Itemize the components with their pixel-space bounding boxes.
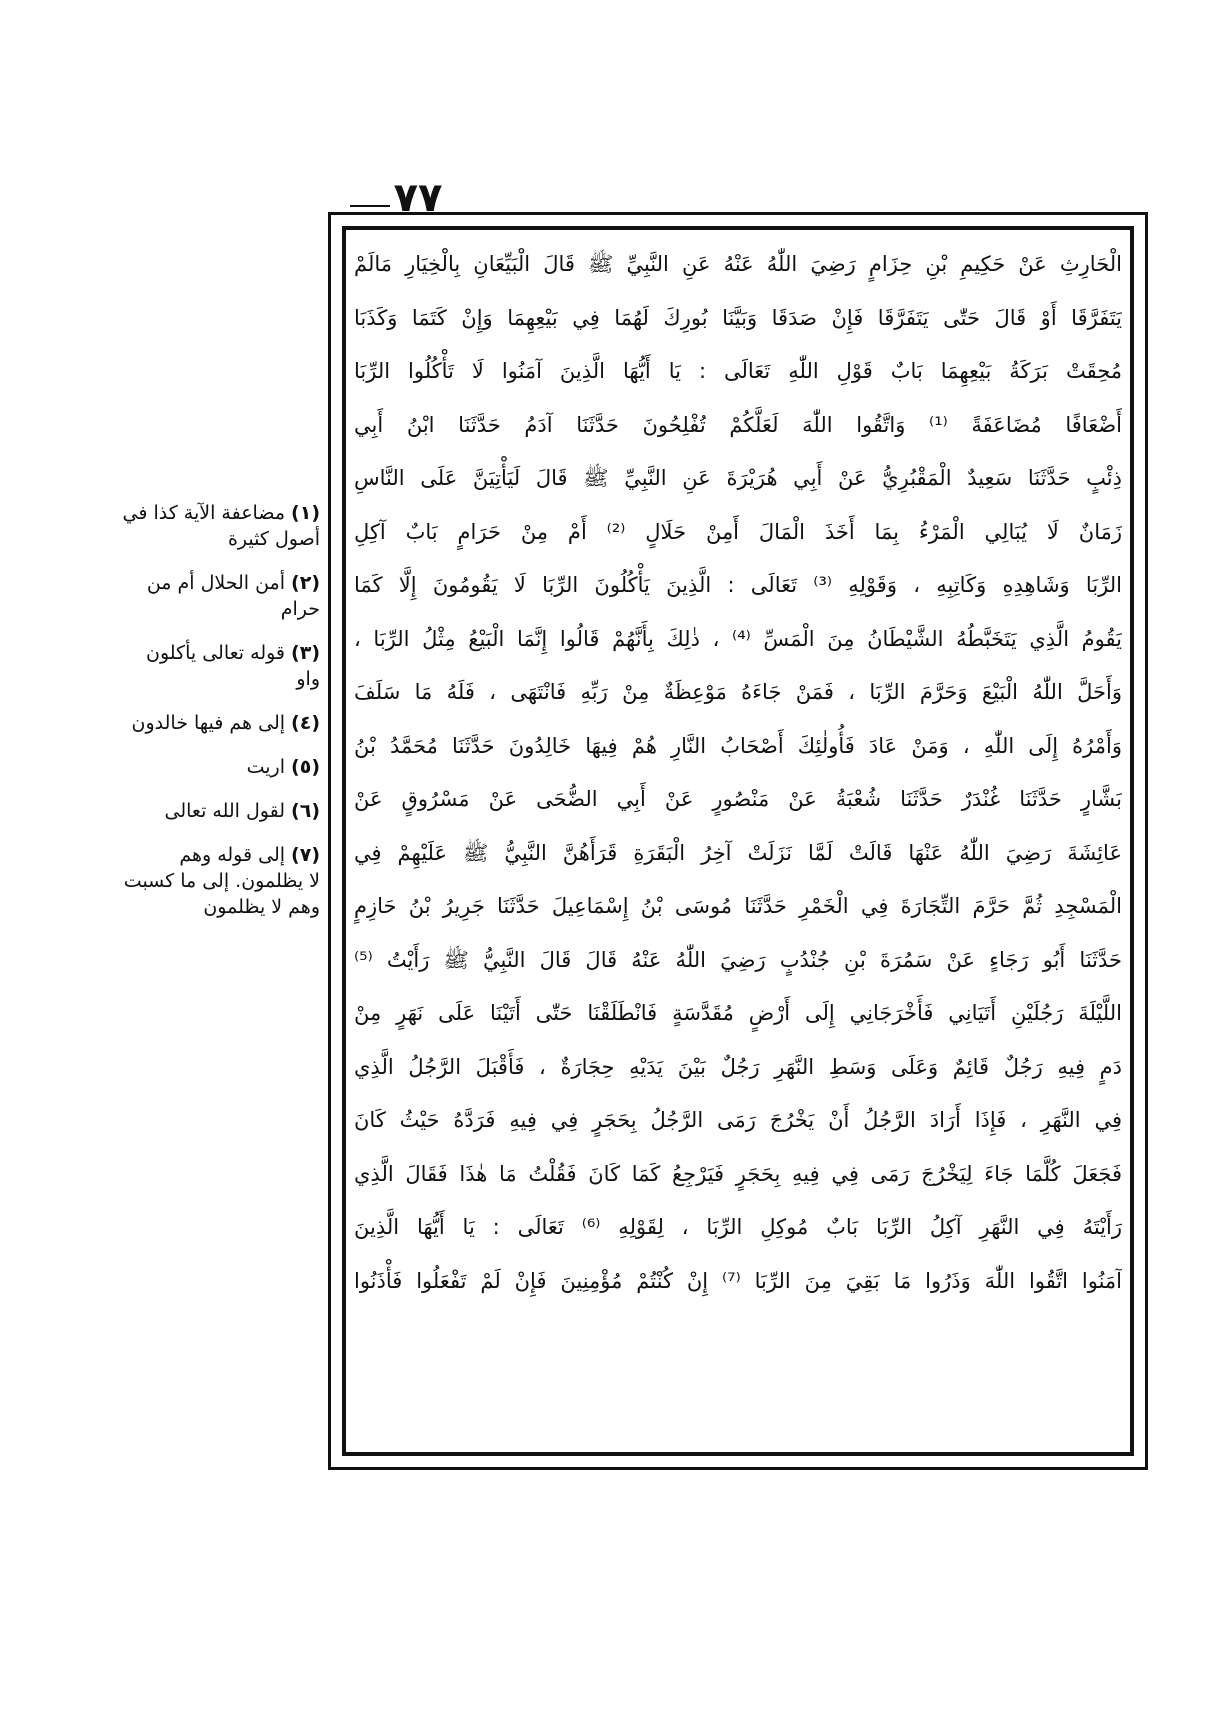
- text-line-15: اللَّيْلَةَ رَجُلَيْنِ أَتَيَانِي فَأَخْرَجَانِي إِلَى أَرْضٍ مُقَدَّسَةٍ فَانْطَلَقْنَا حَتّٰى أَتَيْنَا عَلَى نَهَرٍ مِنْ: [354, 1001, 1122, 1025]
- note-continuation: أصول كثيرة: [227, 528, 320, 550]
- text-line-16: دَمٍ فِيهِ رَجُلٌ قَائِمٌ وَعَلَى وَسَطِ النَّهَرِ رَجُلٌ بَيْنَ يَدَيْهِ حِجَارَةٌ ، فَأَقْبَلَ الرَّجُلُ الَّذِي: [354, 1054, 1122, 1079]
- text-line-17: فِي النَّهَرِ ، فَإِذَا أَرَادَ الرَّجُلُ أَنْ يَخْرُجَ رَمَى الرَّجُلُ بِحَجَرٍ فِي فِيهِ فَرَدَّهُ حَيْثُ كَانَ: [354, 1108, 1122, 1132]
- text-line-5: ذِئْبٍ حَدَّثَنَا سَعِيدٌ الْمَقْبُرِيُّ عَنْ أَبِي هُرَيْرَةَ عَنِ النَّبِيِّ ﷺ قَالَ لَيَأْتِيَنَّ عَلَى النَّاسِ: [354, 466, 1122, 490]
- note-number: (٦): [291, 800, 320, 822]
- note-number: (٣): [291, 642, 320, 664]
- text-line-20: آمَنُوا اتَّقُوا اللّٰهَ وَذَرُوا مَا بَقِيَ مِنَ الرِّبَا ⁽⁷⁾ إِنْ كُنْتُمْ مُؤْمِنِينَ فَإِنْ لَمْ تَفْعَلُوا فَأْذَنُوا: [354, 1268, 1122, 1293]
- main-text-block: [354, 238, 1122, 1308]
- note-continuation: لا يظلمون. إلى ما كسبت: [123, 870, 320, 892]
- page-number: ٧٧: [393, 175, 443, 221]
- text-line-11: بَشَّارٍ حَدَّثَنَا غُنْدَرٌ حَدَّثَنَا شُعْبَةُ عَنْ مَنْصُورٍ عَنْ أَبِي الضُّحَى عَنْ مَسْرُوقٍ عَنْ: [354, 787, 1122, 811]
- text-line-9: وَأَحَلَّ اللّٰهُ الْبَيْعَ وَحَرَّمَ الرِّبَا ، فَمَنْ جَاءَهُ مَوْعِظَةٌ مِنْ رَبِّهِ فَانْتَهَى ، فَلَهُ مَا سَلَفَ: [354, 680, 1122, 704]
- margin-note-5: [150, 754, 320, 780]
- text-line-19: رَأَيْتَهُ فِي النَّهَرِ آكِلُ الرِّبَا بَابٌ مُوكِلِ الرِّبَا ، لِقَوْلِهِ ⁽⁶⁾ تَعَالَى : يَا أَيُّهَا الَّذِينَ: [354, 1215, 1122, 1239]
- note-text: أمن الحلال أم من: [146, 572, 286, 594]
- note-number: (١): [291, 502, 320, 524]
- text-line-3: مُحِقَتْ بَرَكَةُ بَيْعِهِمَا بَابٌ قَوْلِ اللّٰهِ تَعَالَى : يَا أَيُّهَا الَّذِينَ آمَنُوا لَا تَأْكُلُوا الرِّبَا: [354, 359, 1122, 383]
- text-line-10: وَأَمْرُهُ إِلَى اللّٰهِ ، وَمَنْ عَادَ فَأُولٰئِكَ أَصْحَابُ النَّارِ هُمْ فِيهَا خَالِدُونَ حَدَّثَنَا مُحَمَّدُ بْنُ: [354, 733, 1122, 758]
- note-continuation: واو: [296, 668, 320, 690]
- note-number: (٥): [291, 756, 320, 778]
- text-line-2: يَتَفَرَّقَا أَوْ قَالَ حَتّٰى يَتَفَرَّقَا فَإِنْ صَدَقَا وَبَيَّنَا بُورِكَ لَهُمَا فِي بَيْعِهِمَا وَإِنْ كَتَمَا وَكَذَبَا: [354, 305, 1122, 330]
- text-line-6: زَمَانٌ لَا يُبَالِي الْمَرْءُ بِمَا أَخَذَ الْمَالَ أَمِنْ حَلَالٍ ⁽²⁾ أَمْ مِنْ حَرَامٍ بَابٌ آكِلِ: [354, 519, 1122, 544]
- margin-note-3: [146, 640, 320, 692]
- margin-note-6: [150, 798, 320, 824]
- margin-note-1: [122, 500, 320, 552]
- margin-note-4: [131, 710, 320, 736]
- margin-notes: [122, 500, 320, 938]
- note-number: (٢): [291, 572, 320, 594]
- margin-note-2: [146, 570, 320, 622]
- text-line-14: حَدَّثَنَا أَبُو رَجَاءٍ عَنْ سَمُرَةَ بْنِ جُنْدُبٍ رَضِيَ اللّٰهُ عَنْهُ قَالَ قَالَ النَّبِيُّ ﷺ رَأَيْتُ ⁽⁵⁾: [354, 947, 1122, 972]
- text-line-8: يَقُومُ الَّذِي يَتَخَبَّطُهُ الشَّيْطَانُ مِنَ الْمَسِّ ⁽⁴⁾ ، ذٰلِكَ بِأَنَّهُمْ قَالُوا إِنَّمَا الْبَيْعُ مِثْلُ الرِّبَا ،: [354, 626, 1122, 651]
- note-text: اريت: [246, 756, 286, 778]
- text-line-1: الْحَارِثِ عَنْ حَكِيمِ بْنِ حِزَامٍ رَضِيَ اللّٰهُ عَنْهُ عَنِ النَّبِيِّ ﷺ قَالَ الْبَيِّعَانِ بِالْخِيَارِ مَالَمْ: [354, 252, 1122, 276]
- top-rule: [350, 205, 390, 207]
- text-line-13: الْمَسْجِدِ ثُمَّ حَرَّمَ التِّجَارَةَ فِي الْخَمْرِ حَدَّثَنَا مُوسَى بْنُ إِسْمَاعِيلَ حَدَّثَنَا جَرِيرُ بْنُ حَازِمٍ: [354, 894, 1122, 918]
- note-text: إلى قوله وهم: [179, 844, 286, 866]
- note-text: إلى هم فيها خالدون: [131, 712, 286, 734]
- text-line-12: عَائِشَةَ رَضِيَ اللّٰهُ عَنْهَا قَالَتْ لَمَّا نَزَلَتْ آخِرُ الْبَقَرَةِ قَرَأَهُنَّ النَّبِيُّ ﷺ عَلَيْهِمْ فِي: [354, 840, 1122, 865]
- note-continuation: حرام: [280, 598, 320, 620]
- text-line-7: الرِّبَا وَشَاهِدِهِ وَكَاتِبِهِ ، وَقَوْلِهِ ⁽³⁾ تَعَالَى : الَّذِينَ يَأْكُلُونَ الرِّبَا لَا يَقُومُونَ إِلَّا كَمَا: [354, 573, 1122, 597]
- margin-note-7: [123, 842, 320, 920]
- text-line-4: أَضْعَافًا مُضَاعَفَةً ⁽¹⁾ وَاتَّقُوا اللّٰهَ لَعَلَّكُمْ تُفْلِحُونَ حَدَّثَنَا آدَمُ حَدَّثَنَا ابْنُ أَبِي: [354, 412, 1122, 437]
- note-text: لقول الله تعالى: [164, 800, 286, 822]
- note-number: (٤): [291, 712, 320, 734]
- text-line-18: فَجَعَلَ كُلَّمَا جَاءَ لِيَخْرُجَ رَمَى فِي فِيهِ بِحَجَرٍ فَيَرْجِعُ كَمَا كَانَ فَقُلْتُ مَا هٰذَا فَقَالَ الَّذِي: [354, 1161, 1122, 1186]
- note-text: مضاعفة الآية كذا في: [122, 502, 286, 524]
- note-continuation: وهم لا يظلمون: [203, 896, 320, 918]
- note-text: قوله تعالى يأكلون: [146, 642, 286, 664]
- note-number: (٧): [291, 844, 320, 866]
